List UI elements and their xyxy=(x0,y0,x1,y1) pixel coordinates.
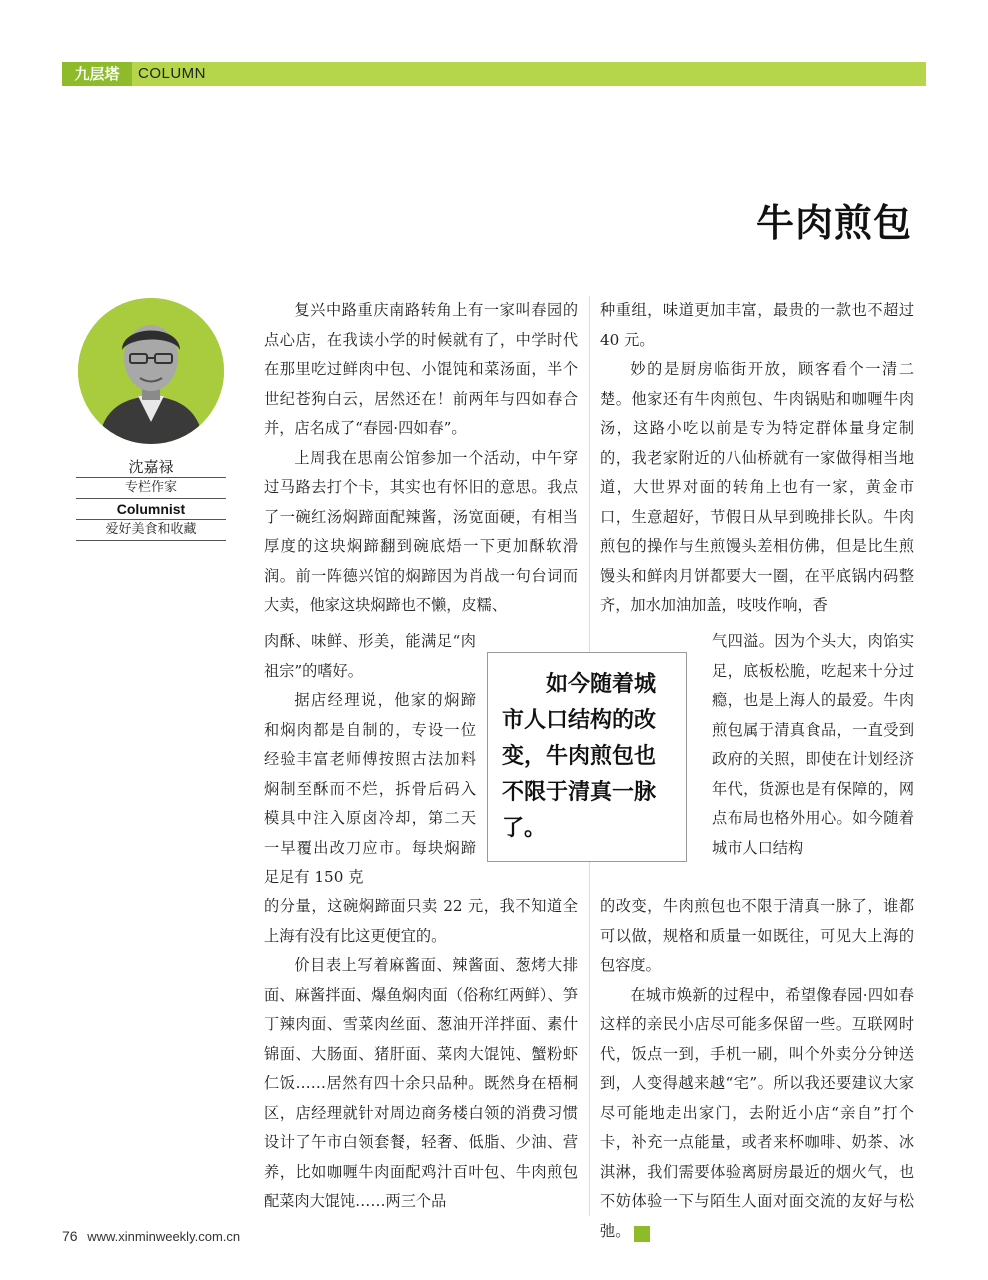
body-column-1-bottom xyxy=(264,892,578,1217)
author-name: 沈嘉禄 xyxy=(128,458,174,476)
paragraph: 价目表上写着麻酱面、辣酱面、葱烤大排面、麻酱拌面、爆鱼焖肉面（俗称红两鲜）、笋丁辣肉面、雪菜肉丝面、葱油开洋拌面、素什锦面、大肠面、猪肝面、菜肉大馄饨、蟹粉虾仁饭……居然有四十余只品种。既然身在梧桐区，店经理就针对周边商务楼白领的消费习惯设计了午市白领套餐，轻奢、低脂、少油、营养，比如咖喱牛肉面配鸡汁百叶包、牛肉煎包配菜肉大馄饨……两三个品 xyxy=(264,956,578,1210)
paragraph: 种重组，味道更加丰富，最贵的一款也不超过 40 元。 xyxy=(600,301,914,349)
end-mark-icon: 民 xyxy=(634,1226,650,1242)
pull-quote xyxy=(487,652,687,862)
paragraph: 复兴中路重庆南路转角上有一家叫春园的点心店，在我读小学的时候就有了，中学时代在那里吃过鲜肉中包、小馄饨和菜汤面，半个世纪苍狗白云，居然还在！前两年与四如春合并，店名成了“春园·四如春”。 xyxy=(264,301,578,437)
paragraph: 据店经理说，他家的焖蹄和焖肉都是自制的，专设一位经验丰富老师傅按照古法加料焖制至酥而不烂，拆骨后码入模具中注入原卤冷却，第二天一早覆出改刀应市。每块焖蹄足足有 150 克 xyxy=(264,691,476,886)
paragraph: 的分量，这碗焖蹄面只卖 22 元，我不知道全上海有没有比这更便宜的。 xyxy=(264,897,578,945)
author-hobby: 爱好美食和收藏 xyxy=(76,519,226,541)
page-number: 76 xyxy=(62,1228,78,1244)
author-column-label: Columnist xyxy=(76,498,226,519)
paragraph xyxy=(600,981,914,1247)
paragraph: 上周我在思南公馆参加一个活动，中午穿过马路去打个卡，其实也有怀旧的意思。我点了一碗红汤焖蹄面配辣酱，汤宽面硬，有相当厚度的这块焖蹄翻到碗底焐一下更加酥软滑润。前一阵德兴馆的焖蹄因为肖战一句台词而大卖，他家这块焖蹄也不懒，皮糯、 xyxy=(264,448,578,614)
body-column-2-bottom xyxy=(600,892,914,1246)
body-column-1-top xyxy=(264,296,578,621)
paragraph: 肉酥、味鲜、形美，能满足“肉祖宗”的嗜好。 xyxy=(264,632,476,680)
paragraph: 气四溢。因为个头大，肉馅实足，底板松脆，吃起来十分过瘾，也是上海人的最爱。牛肉煎包属于清真食品，一直受到政府的关照，即使在计划经济年代，货源也是有保障的，网点布局也格外用心。如今随着城市人口结构 xyxy=(712,632,914,857)
paragraph-text: 在城市焕新的过程中，希望像春园·四如春这样的亲民小店尽可能多保留一些。互联网时代，饭点一到，手机一刷，叫个外卖分分钟送到，人变得越来越“宅”。所以我还要建议大家尽可能地走出家门，去附近小店“亲自”打个卡，补充一点能量，或者来杯咖啡、奶茶、冰淇淋，我们需要体验离厨房最近的烟火气，也不妨体验一下与陌生人面对面交流的友好与松弛。 xyxy=(600,985,914,1240)
author-portrait-icon xyxy=(78,298,224,444)
column-label: COLUMN xyxy=(138,65,207,82)
website-url: www.xinminweekly.com.cn xyxy=(87,1229,241,1244)
author-info xyxy=(76,457,226,541)
author-role: 专栏作家 xyxy=(76,477,226,498)
article-title: 牛肉煎包 xyxy=(755,201,912,245)
column-header-bar xyxy=(62,62,926,86)
body-column-2-top xyxy=(600,296,914,621)
paragraph: 的改变，牛肉煎包也不限于清真一脉了，谁都可以做，规格和质量一如既往，可见大上海的包容度。 xyxy=(600,897,914,974)
body-column-2-middle xyxy=(712,627,914,863)
pull-quote-text: 如今随着城市人口结构的改变，牛肉煎包也不限于清真一脉了。 xyxy=(502,672,657,841)
column-tag: 九层塔 xyxy=(62,62,132,86)
author-photo xyxy=(78,298,224,444)
page-footer xyxy=(62,1228,240,1244)
paragraph: 妙的是厨房临街开放，顾客看个一清二楚。他家还有牛肉煎包、牛肉锅贴和咖喱牛肉汤，这路小吃以前是专为特定群体量身定制的，我老家附近的八仙桥就有一家做得相当地道，大世界对面的转角上也有一家，黄金市口，生意超好，节假日从早到晚排长队。牛肉煎包的操作与生煎馒头差相仿佛，但是比生煎馒头和鲜肉月饼都要大一圈，在平底锅内码整齐，加水加油加盖，吱吱作响，香 xyxy=(600,360,914,614)
body-column-1-middle xyxy=(264,627,476,893)
